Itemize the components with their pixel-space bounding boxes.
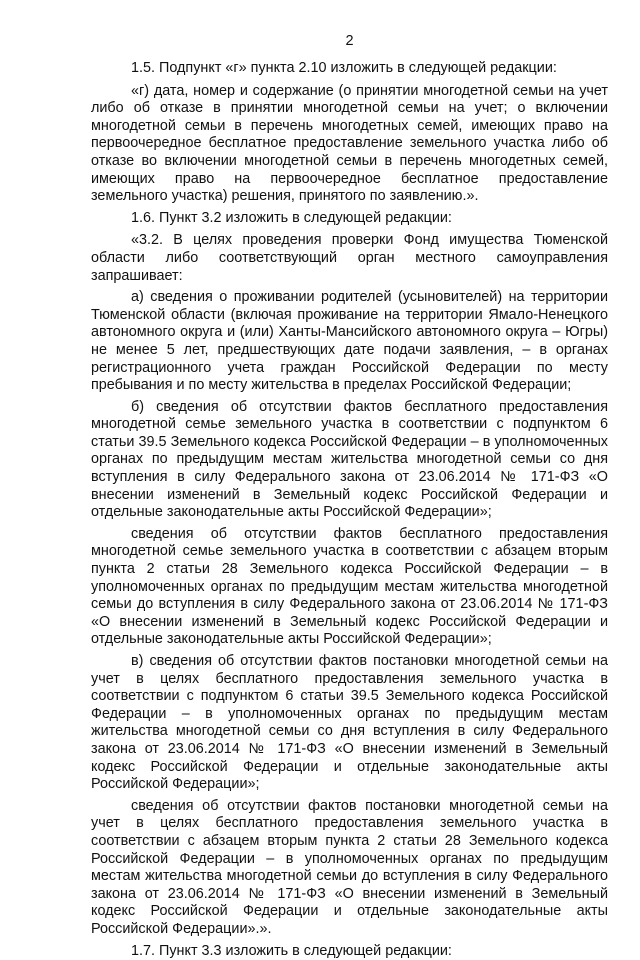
- paragraph-3-2-a: а) сведения о проживании родителей (усыновителей) на территории Тюменской области (включая проживание на территории Ямало-Ненецкого автономного округа и (или) Ханты-Мансийского автономного округа – Югры) не менее 5 лет, предшествующих дате подачи заявления, – в органах регистрационного учета граждан Российской Федерации по месту пребывания и по месту жительства в пределах Российской Федерации;: [91, 289, 608, 395]
- paragraph-3-2-v: в) сведения об отсутствии фактов постановки многодетной семьи на учет в целях бесплатного предоставления земельного участка в соответствии с подпунктом 6 статьи 39.5 Земельного кодекса Российской Федерации – в уполномоченных органах по предыдущим местам жительства многодетной семьи со дня вступления в силу Федерального закона от 23.06.2014 № 171-ФЗ «О внесении изменений в Земельный кодекс Российской Федерации и отдельные законодательные акты Российской Федерации»;: [91, 653, 608, 794]
- page-number: 2: [91, 33, 608, 50]
- paragraph-1-7-heading: 1.7. Пункт 3.3 изложить в следующей редакции:: [91, 943, 608, 960]
- paragraph-3-2-b-continued: сведения об отсутствии фактов бесплатного предоставления многодетной семье земельного участка в соответствии с абзацем вторым пункта 2 статьи 28 Земельного кодекса Российской Федерации – в уполномоченных органах по предыдущим местам жительства многодетной семьи до вступления в силу Федерального закона от 23.06.2014 № 171-ФЗ «О внесении изменений в Земельный кодекс Российской Федерации и отдельные законодательные акты Российской Федерации»;: [91, 526, 608, 649]
- paragraph-3-2-intro: «3.2. В целях проведения проверки Фонд имущества Тюменской области либо соответствующий орган местного самоуправления запрашивает:: [91, 232, 608, 285]
- paragraph-1-6-heading: 1.6. Пункт 3.2 изложить в следующей редакции:: [91, 210, 608, 228]
- paragraph-subitem-g: «г) дата, номер и содержание (о принятии многодетной семьи на учет либо об отказе в принятии многодетной семьи на учет; о включении многодетной семьи в перечень многодетных семей, имеющих право на первоочередное бесплатное предоставление земельного участка либо об отказе во включении многодетной семьи в перечень многодетных семей, имеющих право на первоочередное бесплатное предоставление земельного участка) решения, принятого по заявлению.».: [91, 83, 608, 206]
- paragraph-3-2-b: б) сведения об отсутствии фактов бесплатного предоставления многодетной семье земельного участка в соответствии с подпунктом 6 статьи 39.5 Земельного кодекса Российской Федерации – в уполномоченных органах по предыдущим местам жительства многодетной семьи со дня вступления в силу Федерального закона от 23.06.2014 № 171-ФЗ «О внесении изменений в Земельный кодекс Российской Федерации и отдельные законодательные акты Российской Федерации»;: [91, 399, 608, 522]
- paragraph-3-2-v-continued: сведения об отсутствии фактов постановки многодетной семьи на учет в целях бесплатного предоставления земельного участка в соответствии с абзацем вторым пункта 2 статьи 28 Земельного кодекса Российской Федерации – в уполномоченных органах по предыдущим местам жительства многодетной семьи до вступления в силу Федерального закона от 23.06.2014 № 171-ФЗ «О внесении изменений в Земельный кодекс Российской Федерации и отдельные законодательные акты Российской Федерации».».: [91, 798, 608, 939]
- paragraph-1-5-heading: 1.5. Подпункт «г» пункта 2.10 изложить в следующей редакции:: [91, 60, 608, 78]
